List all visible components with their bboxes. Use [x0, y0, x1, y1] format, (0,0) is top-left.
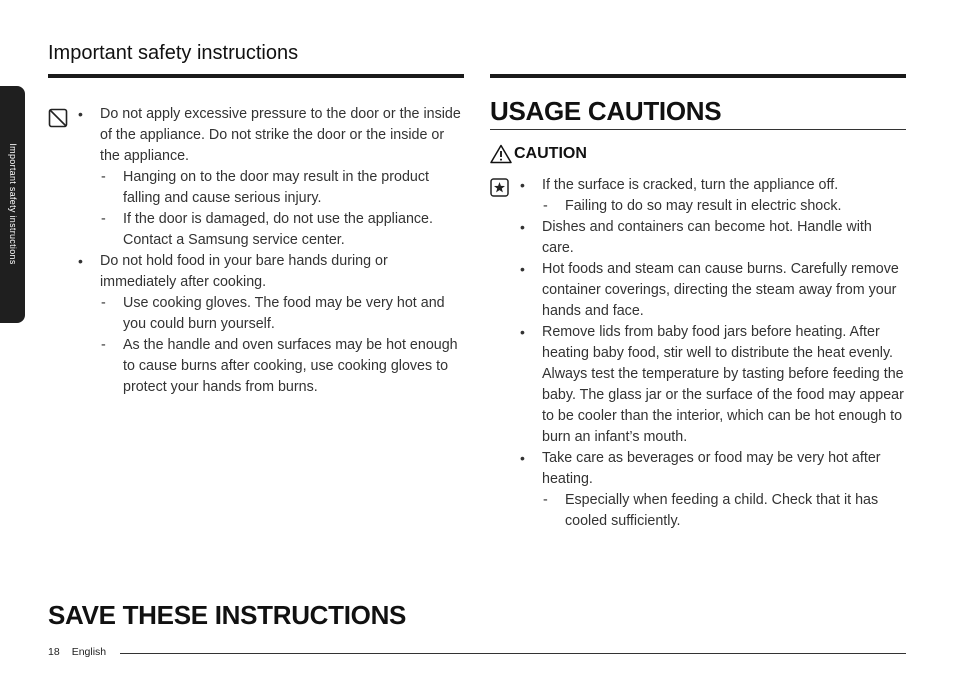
list-item: • Dishes and containers can become hot. Handle with care.: [490, 217, 906, 259]
caution-heading: [490, 144, 587, 164]
warning-triangle-icon: [490, 144, 512, 164]
footer-language: English: [71, 646, 107, 658]
usage-title-rule: [490, 129, 906, 130]
list-item: [48, 251, 466, 398]
list-item: [48, 104, 466, 251]
bullet-text: Do not hold food in your bare hands during or immediately after cooking.: [100, 253, 388, 290]
sub-list-item: - As the handle and oven surfaces may be hot enough to cause burns after cooking, use cooking gloves to protect your hands from burns.: [100, 335, 466, 398]
usage-cautions-title: USAGE CAUTIONS: [490, 96, 722, 126]
bullet-text: Do not apply excessive pressure to the door or the inside of the appliance. Do not strike the door or the inside or the appliance.: [100, 106, 461, 164]
sub-list-item: - If the door is damaged, do not use the appliance. Contact a Samsung service center.: [100, 209, 466, 251]
list-item: [490, 448, 906, 532]
caution-label: CAUTION: [514, 145, 587, 162]
side-section-tab: [0, 86, 25, 323]
page-footer: [48, 646, 106, 658]
footer-rule: [120, 653, 906, 654]
sub-list-item: - Especially when feeding a child. Check that it has cooled sufficiently.: [542, 490, 906, 532]
sub-list-item: - Failing to do so may result in electric shock.: [542, 196, 906, 217]
side-tab-label: Important safety instructions: [8, 143, 18, 265]
page-header-title: Important safety instructions: [48, 42, 299, 64]
page-number: 18: [48, 646, 60, 658]
save-instructions-title: SAVE THESE INSTRUCTIONS: [48, 600, 407, 630]
sub-list-item: - Use cooking gloves. The food may be very hot and you could burn yourself.: [100, 293, 466, 335]
bullet-text: Take care as beverages or food may be very hot after heating.: [542, 450, 881, 487]
list-item: [490, 175, 906, 217]
sub-list-item: - Hanging on to the door may result in the product falling and cause serious injury.: [100, 167, 466, 209]
bullet-text: If the surface is cracked, turn the appliance off.: [542, 177, 839, 193]
header-rule-left: [48, 74, 464, 78]
list-item: • Hot foods and steam can cause burns. Carefully remove container coverings, directing the steam away from your hands and face.: [490, 259, 906, 322]
header-rule-right: [490, 74, 906, 78]
list-item: • Remove lids from baby food jars before heating. After heating baby food, stir well to distribute the heat evenly. Always test the temperature by tasting before feeding the baby. The glass jar or the surface of the food may appear to be cooler than the interior, which can be hot enough to burn an infant’s mouth.: [490, 322, 906, 448]
right-column: [490, 175, 906, 532]
left-column: [48, 104, 466, 398]
